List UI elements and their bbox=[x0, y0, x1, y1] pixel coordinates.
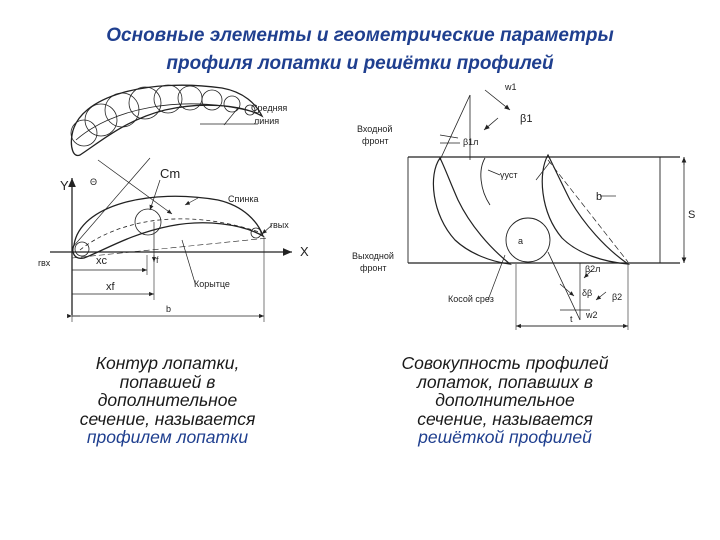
x-axis-label: X bbox=[300, 244, 309, 259]
theta-label: Θ bbox=[90, 177, 98, 187]
oblique-cut-label: Косой срез bbox=[448, 294, 494, 304]
trough-label: Корытце bbox=[194, 279, 230, 289]
upper-blade-with-circles bbox=[71, 85, 262, 155]
inlet-front-label-2: фронт bbox=[362, 136, 389, 146]
outlet-front-label-2: фронт bbox=[360, 263, 387, 273]
b-chord-label: b bbox=[596, 191, 603, 203]
back-label: Спинка bbox=[228, 194, 259, 204]
y-axis-label: Y bbox=[60, 178, 69, 193]
throat-circle bbox=[506, 218, 550, 262]
left-caption-accent: профилем лопатки bbox=[86, 427, 249, 447]
left-caption-line-1: Контур лопатки, bbox=[95, 353, 240, 373]
delta-beta-label: δβ bbox=[582, 288, 593, 298]
beta1l-label: β1л bbox=[463, 137, 479, 147]
lower-blade-profile bbox=[73, 196, 263, 258]
cascade-blade-1 bbox=[433, 158, 510, 264]
b-label: b bbox=[166, 304, 172, 314]
r-out-label: rвых bbox=[270, 220, 289, 230]
gamma-label: γуст bbox=[500, 170, 518, 180]
right-caption-line-1: Совокупность профилей bbox=[401, 353, 609, 373]
outlet-front-label: Выходной bbox=[352, 251, 394, 261]
beta2l-label: β2л bbox=[585, 264, 601, 274]
left-caption-line-2: попавшей в bbox=[119, 371, 216, 392]
cascade-blade-2 bbox=[542, 155, 628, 264]
w1-label: w1 bbox=[505, 82, 517, 92]
xc-label: xc bbox=[96, 255, 107, 267]
right-caption-accent: решёткой профилей bbox=[418, 427, 592, 447]
f-label: f bbox=[156, 255, 159, 265]
cm-label: Cm bbox=[160, 166, 181, 181]
r-in-label: rвх bbox=[38, 258, 51, 268]
beta1-label: β1 bbox=[520, 113, 533, 125]
right-caption-line-3: дополнительное bbox=[435, 390, 575, 410]
xf-label: xf bbox=[106, 281, 115, 293]
title-line-2: профиля лопатки и решётки профилей bbox=[166, 53, 554, 74]
right-caption-line-2: лопаток, попавших в bbox=[417, 371, 593, 392]
left-caption-line-4: сечение, называется bbox=[79, 408, 256, 429]
s-label: S bbox=[688, 209, 696, 221]
left-caption-line-3: дополнительное bbox=[97, 390, 238, 410]
a-label: a bbox=[518, 236, 524, 246]
mid-line-label-2: линия bbox=[254, 116, 280, 126]
right-diagram-labels bbox=[352, 82, 695, 324]
right-caption-line-4: сечение, называется bbox=[417, 408, 593, 429]
left-diagram-labels bbox=[38, 103, 309, 314]
w2-label: w2 bbox=[586, 310, 598, 320]
beta2-label: β2 bbox=[612, 292, 623, 302]
left-caption bbox=[45, 354, 290, 447]
right-caption bbox=[365, 354, 645, 447]
title-line-1: Основные элементы и геометрические параметры bbox=[106, 25, 614, 46]
cascade-blade-3 bbox=[481, 158, 490, 205]
mid-line-label: Средняя bbox=[251, 103, 288, 113]
t-label: t bbox=[570, 314, 573, 324]
inlet-front-label: Входной bbox=[357, 124, 393, 134]
